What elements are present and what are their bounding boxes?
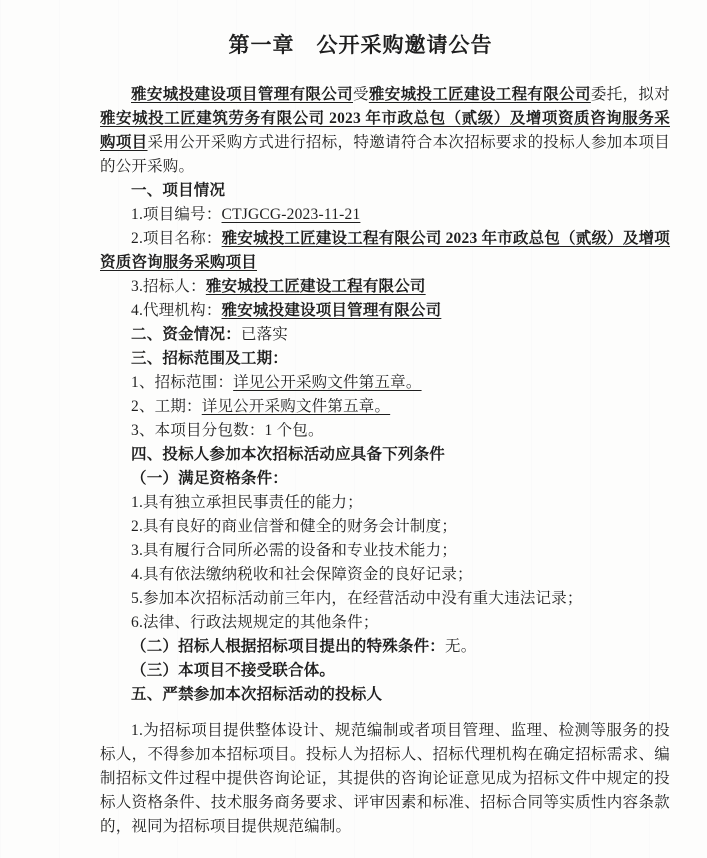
text-segment: 三、招标范围及工期： xyxy=(131,350,289,367)
project-name-line xyxy=(100,227,670,275)
text-segment: 2、工期： xyxy=(131,398,202,415)
bid-scope-line xyxy=(100,371,670,395)
text-segment: CTJGCG-2023-11-21 xyxy=(221,206,361,223)
text-segment: （一）满足资格条件： xyxy=(131,470,289,487)
text-segment: 受 xyxy=(353,86,369,103)
section-2-heading xyxy=(100,323,670,347)
agency-line xyxy=(100,299,670,323)
text-segment: 二、资金情况： xyxy=(131,326,241,343)
sub-heading-qualification xyxy=(100,467,670,491)
condition-3 xyxy=(100,539,670,563)
condition-4 xyxy=(100,563,670,587)
text-segment: 五、严禁参加本次招标活动的投标人 xyxy=(131,686,383,703)
text-segment: 雅安城投工匠建设工程有限公司 xyxy=(368,86,591,103)
text-segment: 详见公开采购文件第五章。 xyxy=(233,374,422,391)
duration-line xyxy=(100,395,670,419)
text-segment: 无。 xyxy=(445,638,477,655)
text-segment: 雅安城投建设项目管理有限公司 xyxy=(131,86,353,103)
section-3-heading xyxy=(100,347,670,371)
text-segment: 4.代理机构： xyxy=(131,302,222,319)
text-segment: 雅安城投工匠建设工程有限公司 2023 年市政总包（贰级）及增项资质咨询服务采购项目 xyxy=(100,230,671,271)
text-segment: 委托，拟对 xyxy=(590,86,670,103)
text-segment: 雅安城投工匠建设工程有限公司 xyxy=(205,278,426,295)
text-segment: 6.法律、行政法规规定的其他条件； xyxy=(131,614,379,631)
condition-5 xyxy=(100,587,670,611)
condition-6 xyxy=(100,611,670,635)
text-segment: 3、本项目分包数：1 个包。 xyxy=(131,422,324,439)
text-segment: 1.项目编号： xyxy=(131,206,222,223)
section-5-heading xyxy=(100,683,670,707)
text-segment: 3.招标人： xyxy=(131,278,206,295)
section-1-heading xyxy=(100,179,670,203)
project-number-line xyxy=(100,203,670,227)
text-segment: （二）招标人根据招标项目提出的特殊条件： xyxy=(131,638,446,655)
text-segment: 5.参加本次招标活动前三年内，在经营活动中没有重大违法记录； xyxy=(131,590,583,607)
tenderee-line xyxy=(100,275,670,299)
text-segment: 已落实 xyxy=(240,326,289,343)
text-segment: 4.具有依法缴纳税收和社会保障资金的良好记录； xyxy=(131,566,473,583)
text-segment: 2.项目名称： xyxy=(131,230,222,247)
text-segment: 详见公开采购文件第五章。 xyxy=(201,398,391,415)
text-segment: 1.具有独立承担民事责任的能力； xyxy=(131,494,363,511)
sub-heading-no-consortium xyxy=(100,659,670,683)
text-segment: 雅安城投工匠建筑劳务有限公司 2023 年市政总包（贰级）及增项资质咨询服务采购项目 xyxy=(100,110,670,151)
package-count-line xyxy=(100,419,670,443)
text-segment: （三）本项目不接受联合体。 xyxy=(131,662,336,679)
text-segment: 3.具有履行合同所必需的设备和专业技术能力； xyxy=(131,542,458,559)
text-segment: 2.具有良好的商业信誉和健全的财务会计制度； xyxy=(131,518,458,535)
text-segment: 一、项目情况 xyxy=(131,182,226,199)
text-segment: 采用公开采购方式进行招标，特邀请符合本次招标要求的投标人参加本项目的公开采购。 xyxy=(100,134,670,175)
condition-1 xyxy=(100,491,670,515)
document-body xyxy=(0,60,707,839)
text-segment: 四、投标人参加本次招标活动应具备下列条件 xyxy=(131,446,446,463)
page-title: 第一章 公开采购邀请公告 xyxy=(228,33,493,57)
section-4-heading xyxy=(100,443,670,467)
intro-paragraph xyxy=(100,83,670,179)
text-segment: 1、招标范围： xyxy=(131,374,234,391)
text-segment: 雅安城投建设项目管理有限公司 xyxy=(221,302,442,319)
condition-2 xyxy=(100,515,670,539)
prohibition-paragraph xyxy=(100,719,670,839)
text-segment: 1.为招标项目提供整体设计、规范编制或者项目管理、监理、检测等服务的投标人，不得参加本招标项目。投标人为招标人、招标代理机构在确定招标需求、编制招标文件过程中提供咨询论证，其提供的咨询论证意见成为招标文件中规定的投标人资格条件、技术服务商务要求、评审因素和标准、招标合同等实质性内容条款的，视同为招标项目提供规范编制。 xyxy=(100,722,670,835)
sub-heading-special-conditions xyxy=(100,635,670,659)
